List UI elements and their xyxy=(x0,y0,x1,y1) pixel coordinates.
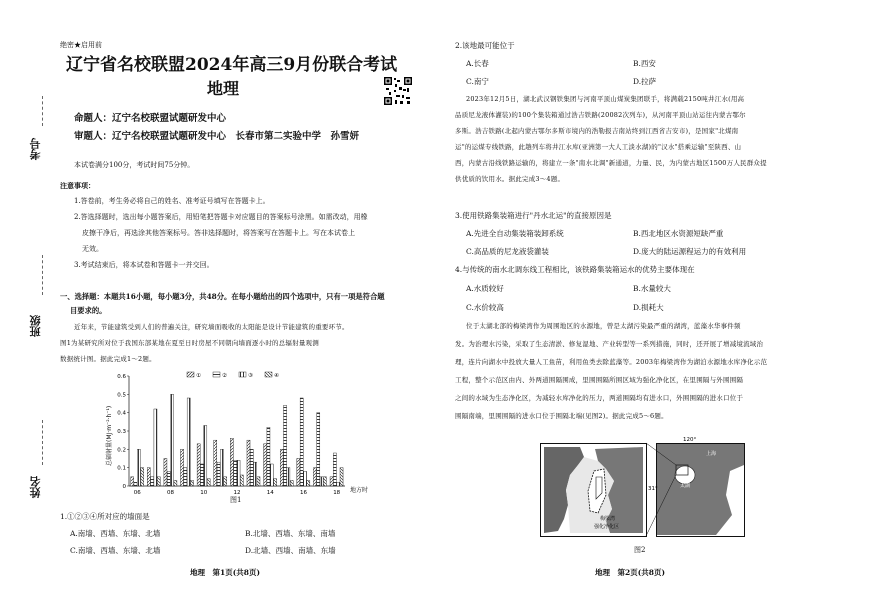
chart-bar-series-4 xyxy=(157,477,160,486)
chart-bar-series-1 xyxy=(247,440,250,486)
notice-3: 3.考试结束后，将本试卷和答题卡一并交回。 xyxy=(74,261,214,269)
chart-bar-series-3 xyxy=(204,426,207,487)
chart-bar-series-4 xyxy=(240,475,243,486)
q1-option-a[interactable]: A.南墙、西墙、东墙、北墙 xyxy=(70,529,161,538)
purify-zone-label: 强化净化区 xyxy=(594,524,620,530)
author-line: 命题人：辽宁名校联盟试题研发中心 xyxy=(74,113,227,124)
chart-bar-series-4 xyxy=(274,479,277,486)
chart-bar-series-3 xyxy=(270,464,273,486)
section-title-cont: 目要求的。 xyxy=(70,306,107,315)
right-page-footer: 地理 第2页(共8页) xyxy=(595,568,666,577)
chart-bar-series-1 xyxy=(214,440,217,486)
chart-bar-series-1 xyxy=(131,477,134,486)
lake-label: 太湖 xyxy=(680,483,691,489)
chart-bar-series-4 xyxy=(207,479,210,486)
passage3-line-3: 理，连片向湖水中投放大量人工鱼苗，利用鱼类去除蓝藻等。2003年梅梁湾作为湖泊水源地水库净化示范 xyxy=(455,358,768,366)
binding-line xyxy=(42,255,43,295)
chart-bar-series-4 xyxy=(174,481,177,487)
chart-bar-series-4 xyxy=(290,481,293,487)
exam-number-label: 考号 xyxy=(29,138,42,160)
passage2-line-6: 供优质的饮用水。据此完成3～4题。 xyxy=(455,175,565,183)
chart-bar-series-3 xyxy=(220,449,223,486)
chart-y-tick-label: 0.3 xyxy=(117,429,126,435)
chart-legend-label: ② xyxy=(222,373,227,379)
chart-bar-series-1 xyxy=(230,438,233,486)
q2-option-b[interactable]: B.西安 xyxy=(633,59,656,68)
q3-option-d[interactable]: D.庞大的陆运源程运力的有效利用 xyxy=(633,247,747,256)
question-2: 2.该地最可能位于 xyxy=(455,41,515,50)
chart-bar-series-2 xyxy=(134,482,137,486)
longitude-label: 120° xyxy=(683,437,697,443)
section-title: 一、选择题：本题共16小题，每小题3分，共48分。在每小题给出的四个选项中，只有一项是符合题 xyxy=(60,292,385,301)
chart-x-tick-label: 06 xyxy=(133,490,141,496)
passage2-line-2: 品质尼龙液体灌装)的100个集装箱通过浩吉铁路(20082次列车)，从河南平顶山站运往内蒙古鄂尔 xyxy=(455,111,746,119)
chart-legend-swatch xyxy=(187,372,194,377)
q4-option-a[interactable]: A.水质较好 xyxy=(466,284,504,293)
chart-bar-series-1 xyxy=(313,468,316,486)
chart-x-axis-label: 地方时 xyxy=(350,487,369,494)
chart-bar-series-3 xyxy=(187,398,190,486)
q3-option-b[interactable]: B.西北地区水资源短缺严重 xyxy=(633,229,724,238)
chart-bar-series-2 xyxy=(151,477,154,486)
figure-1-caption: 图1 xyxy=(230,496,242,504)
binding-line xyxy=(42,420,43,465)
chart-legend-label: ① xyxy=(196,373,201,379)
q3-option-a[interactable]: A.先进全自动集装箱装卸系统 xyxy=(466,229,564,238)
intro-line-1: 近年来，节能建筑受到人们的普遍关注，研究墙面吸收的太阳能是设计节能建筑的重要环节。 xyxy=(74,323,349,331)
chart-x-tick-label: 18 xyxy=(333,490,341,496)
chart-bar-series-1 xyxy=(197,444,200,486)
q4-option-b[interactable]: B.水量较大 xyxy=(633,284,671,293)
chart-bar-series-1 xyxy=(280,449,283,486)
chart-legend-label: ③ xyxy=(248,373,253,379)
chart-y-tick-label: 0.5 xyxy=(117,392,126,399)
chart-bar-series-4 xyxy=(141,468,144,486)
chart-y-tick-label: 0.1 xyxy=(117,465,126,472)
passage3-line-5: 之间的水域为生态净化区，为减轻水库净化的压力，两道围隔均有进水口，外围围隔的进水口位于 xyxy=(455,394,744,402)
class-label: 班级 xyxy=(29,315,42,337)
chart-bar-series-2 xyxy=(250,449,253,486)
chart-bar-series-3 xyxy=(287,468,290,486)
chart-x-tick-label: 10 xyxy=(200,490,208,496)
passage2-line-5: 西，内蒙古沿线铁路运输的，将建立一条"南水北调"新通道，力量、民，为内蒙古地区1500万人民群众提 xyxy=(455,159,767,167)
reviewer-line: 审题人：辽宁名校联盟试题研发中心 长春市第二实验中学 孙雪妍 xyxy=(74,131,360,142)
latitude-label: 31° xyxy=(648,486,658,492)
chart-bar-series-2 xyxy=(317,413,320,486)
notice-2-cont: 皮擦干净后，再选涂其他答案标号。答非选择题时，将答案写在答题卡上。写在本试卷上 xyxy=(82,229,355,237)
zone-label: 梅梁湾 xyxy=(600,516,616,522)
chart-bar-series-3 xyxy=(254,462,257,486)
chart-x-tick-label: 14 xyxy=(266,490,274,496)
chart-bar-series-2 xyxy=(234,460,237,486)
chart-bar-series-3 xyxy=(154,409,157,486)
chart-bar-series-4 xyxy=(323,477,326,486)
passage3-line-2: 发。为治理水污染，采取了生态清淤、修复湿地、产业转型等一系列措施，同时，还开展了增减境流域治 xyxy=(455,340,764,348)
q1-option-c[interactable]: C.南墙、西墙、东墙、北墙 xyxy=(70,546,161,555)
chart-bar-series-2 xyxy=(300,398,303,486)
chart-y-axis-label: 总辐射量(MJ·m⁻²·h⁻¹) xyxy=(106,405,113,466)
chart-x-tick-label: 12 xyxy=(233,490,241,496)
chart-y-tick-label: 0.4 xyxy=(117,410,126,417)
confidential-mark: 绝密★启用前 xyxy=(60,41,102,49)
chart-bar-series-1 xyxy=(297,459,300,487)
chart-bar-series-2 xyxy=(284,405,287,486)
notice-2-cont2: 无效。 xyxy=(82,245,103,253)
chart-bar-series-3 xyxy=(303,471,306,486)
q1-option-b[interactable]: B.北墙、西墙、东墙、南墙 xyxy=(245,529,336,538)
chart-y-tick-label: 0 xyxy=(122,484,126,490)
notice-2: 2.答选择题时，选出每小题答案后，用铅笔把答题卡对应题目的答案标号涂黑。如需改动，用橡 xyxy=(74,213,368,221)
binding-line xyxy=(42,96,43,126)
chart-bar-series-3 xyxy=(320,477,323,486)
chart-bar-series-4 xyxy=(257,477,260,486)
passage3-line-4: 工程，整个示范区由内、外两道围隔围成，里围围隔所围区域为强化净化区，在里围隔与外围围隔 xyxy=(455,376,744,384)
chart-bar-series-2 xyxy=(333,453,336,486)
chart-bar-series-4 xyxy=(224,477,227,486)
passage2-line-1: 2023年12月5日，湖北武汉钢铁集团与河南平顶山煤炭集团联手，将满载2150吨井江水(用高 xyxy=(466,95,745,103)
chart-bar-series-4 xyxy=(190,481,193,487)
exam-title: 辽宁省名校联盟2024年高三9月份联合考试 xyxy=(66,55,398,75)
chart-bar-series-3 xyxy=(337,482,340,486)
radiation-bar-chart xyxy=(95,370,385,498)
figure-2-caption: 图2 xyxy=(634,546,646,554)
chart-bar-series-2 xyxy=(217,462,220,486)
chart-bar-series-2 xyxy=(267,427,270,486)
chart-bar-series-2 xyxy=(167,471,170,486)
chart-bar-series-2 xyxy=(200,464,203,486)
chart-legend-label: ④ xyxy=(274,373,279,379)
meiliang-bay-map xyxy=(540,435,745,538)
q2-option-d[interactable]: D.拉萨 xyxy=(633,77,657,86)
passage2-line-4: 运"的运煤专线铁路，此趟列车将井江水库(亚洲第一大人工淡水湖)的"汉水"搭乘运输"至陕西、山 xyxy=(455,143,742,151)
q4-option-c[interactable]: C.水价较高 xyxy=(466,303,504,312)
intro-line-3: 数据统计图。据此完成1～2题。 xyxy=(60,355,156,363)
question-4: 4.与传统的南水北调东线工程相比，该铁路集装箱运水的优势主要体现在 xyxy=(455,265,695,274)
question-3: 3.使用铁路集装箱进行"丹水北运"的直接原因是 xyxy=(455,211,612,220)
chart-y-tick-label: 0.6 xyxy=(117,374,126,380)
chart-x-tick-label: 16 xyxy=(299,490,307,496)
chart-bar-series-1 xyxy=(330,477,333,486)
chart-legend-swatch xyxy=(265,372,272,377)
chart-bar-series-4 xyxy=(307,481,310,487)
passage3-line-6: 围隔南端，里围围隔的进水口位于围隔北端(见图2)。据此完成5～6题。 xyxy=(455,412,668,420)
chart-bar-series-1 xyxy=(181,449,184,486)
sea-label: 上海 xyxy=(706,451,717,457)
qr-code-icon xyxy=(383,76,413,106)
chart-bar-series-3 xyxy=(137,449,140,486)
question-1: 1.①②③④所对应的墙面是 xyxy=(60,512,150,521)
chart-bar-series-1 xyxy=(164,459,167,487)
chart-bar-series-2 xyxy=(184,468,187,486)
chart-bar-series-3 xyxy=(237,460,240,486)
name-label: 姓名 xyxy=(29,476,42,498)
notice-1: 1.答卷前，考生务必将自己的姓名、准考证号填写在答题卡上。 xyxy=(74,197,270,205)
q1-option-d[interactable]: D.北墙、西墙、南墙、东墙 xyxy=(245,546,336,555)
q4-option-d[interactable]: D.损耗大 xyxy=(633,303,664,312)
left-page-footer: 地理 第1页(共8页) xyxy=(190,568,261,577)
chart-x-tick-label: 08 xyxy=(167,490,175,496)
chart-bar-series-1 xyxy=(147,468,150,486)
exam-info: 本试卷满分100分，考试时间75分钟。 xyxy=(74,161,195,169)
chart-legend-swatch xyxy=(213,372,220,377)
passage2-line-3: 多斯。浩吉铁路(北起内蒙古鄂尔多斯市境内的浩勒报吉南站终到江西省吉安市)，是国家"北煤南 xyxy=(455,127,739,135)
chart-bar-series-1 xyxy=(264,444,267,486)
q2-option-a[interactable]: A.长春 xyxy=(466,59,489,68)
subject-title: 地理 xyxy=(207,79,240,98)
intro-line-2: 图1为某研究所对位于我国东部某地在夏至日时房屋不同朝向墙面逐小时的总辐射量观测 xyxy=(60,339,319,347)
passage3-line-1: 位于太湖北部的梅梁湾作为周围地区的水源地，曾是太湖污染最严重的湖湾，蓝藻水华事件频 xyxy=(466,322,741,330)
q3-option-c[interactable]: C.高品质的尼龙液袋灌装 xyxy=(466,247,549,256)
chart-legend-swatch xyxy=(239,372,246,377)
notice-title: 注意事项： xyxy=(60,181,95,190)
chart-bar-series-4 xyxy=(340,468,343,486)
chart-y-tick-label: 0.2 xyxy=(117,447,126,454)
q2-option-c[interactable]: C.南宁 xyxy=(466,77,489,86)
chart-bar-series-3 xyxy=(171,394,174,486)
